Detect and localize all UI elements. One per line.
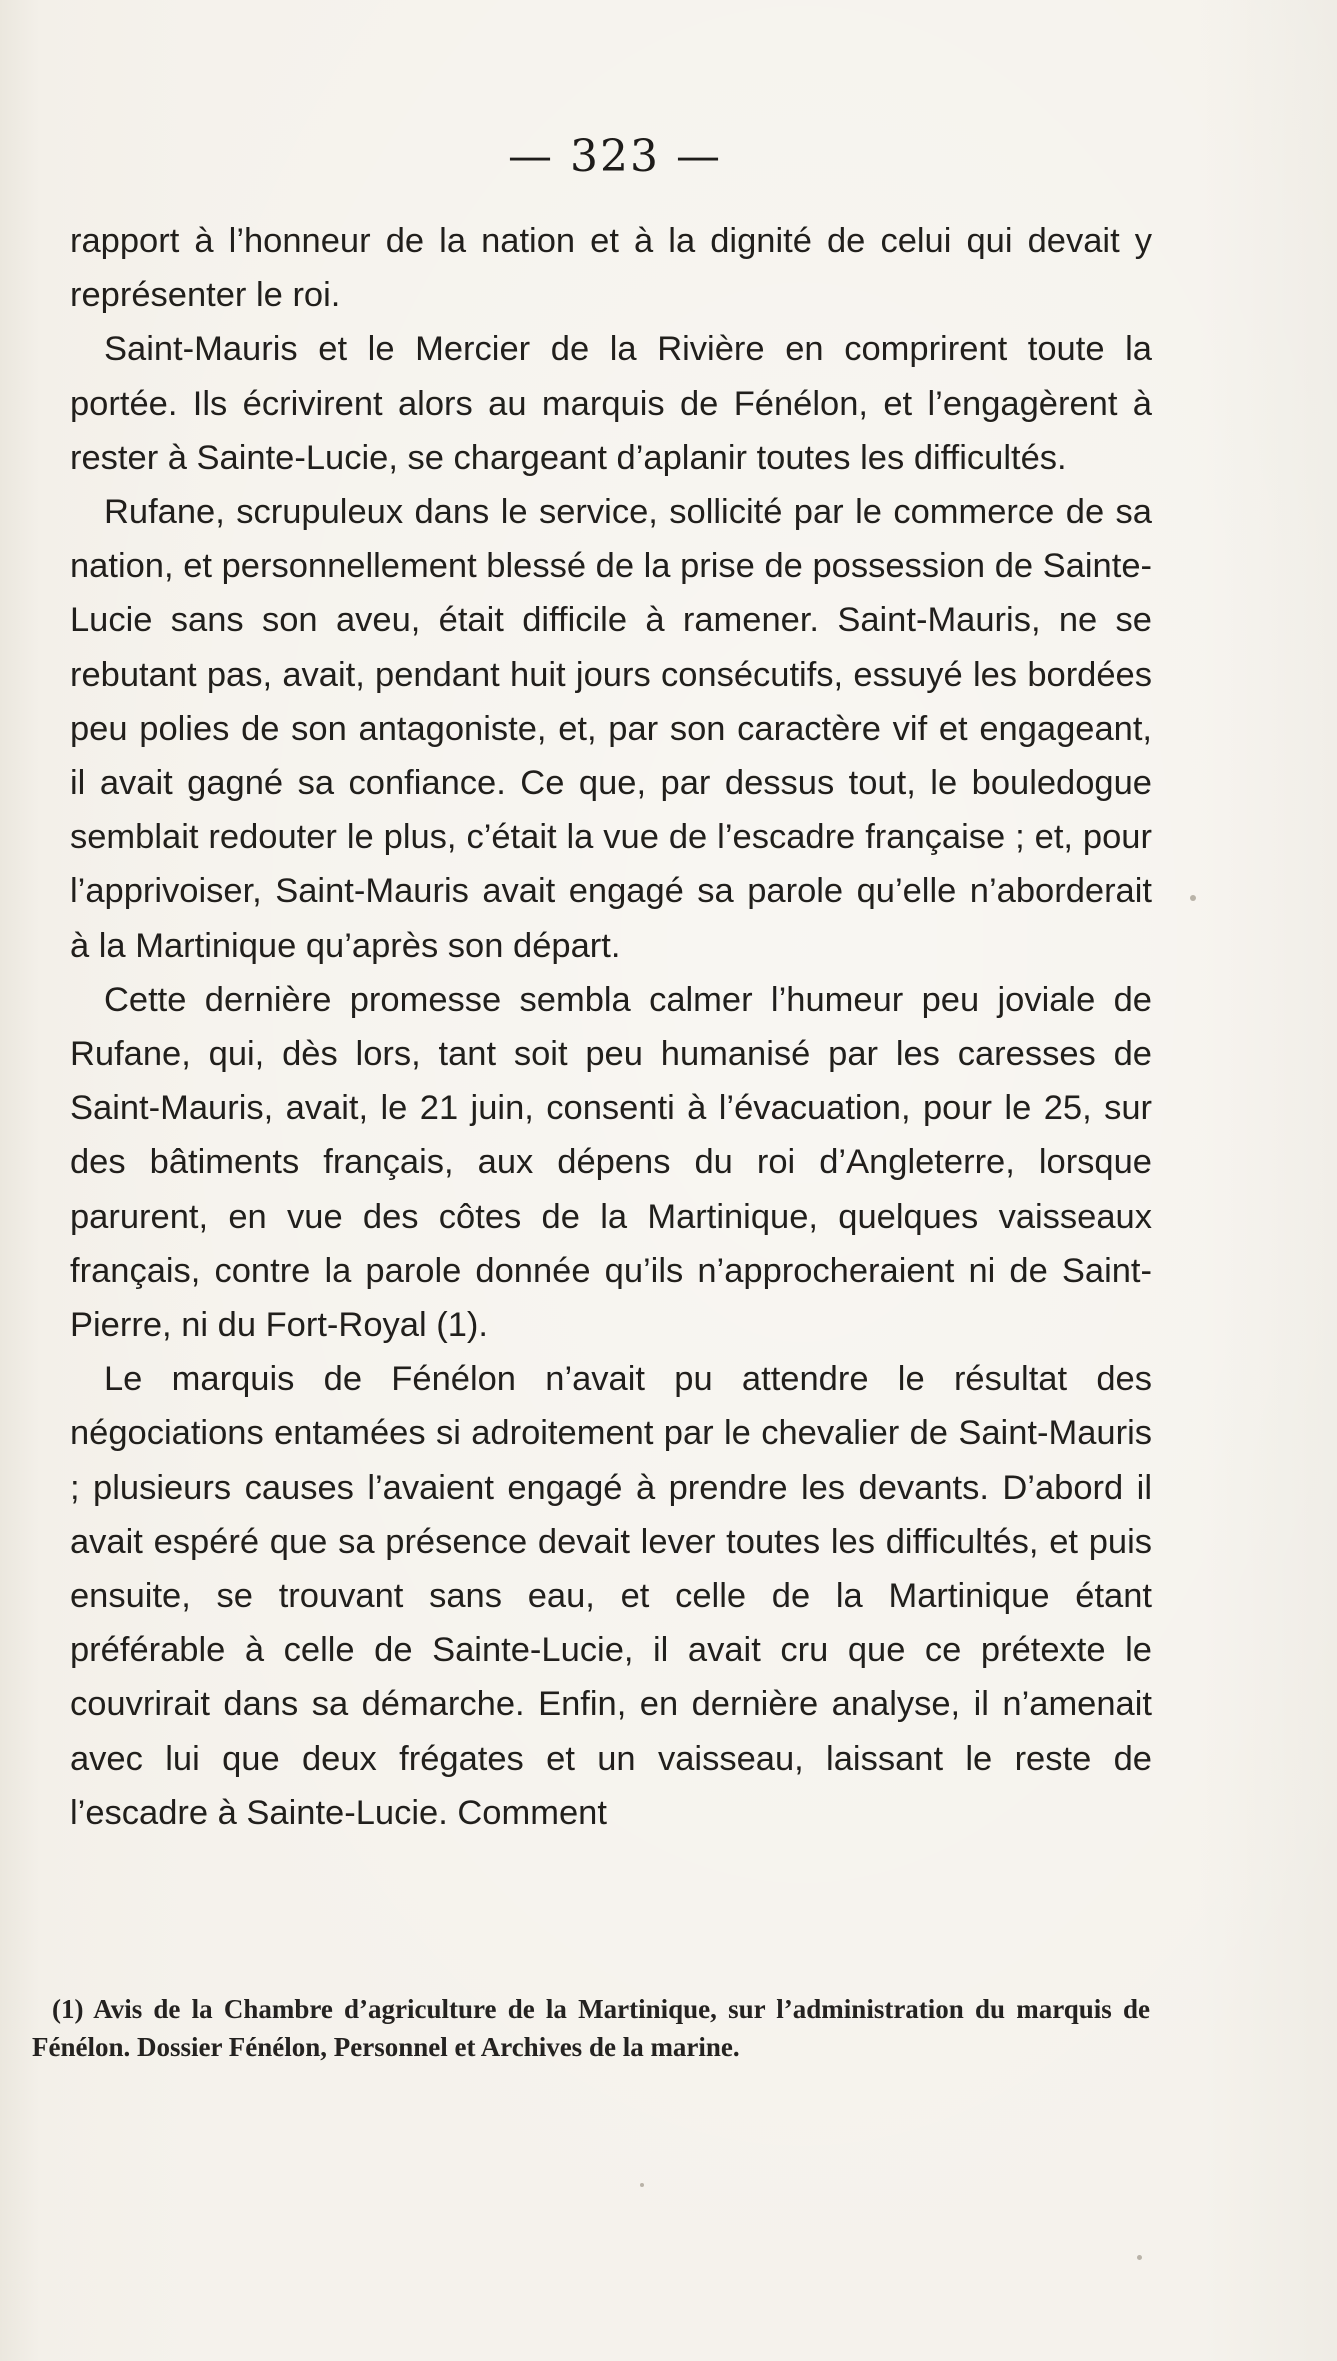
footnote: (1) Avis de la Chambre d’agriculture de la Martinique, sur l’administration du marquis de Fénélon. Dossier Fénélon, Personnel et Archives de la marine.: [32, 1994, 1150, 2062]
body-text: [70, 214, 1152, 1840]
paragraph-5: Le marquis de Fénélon n’avait pu attendre le résultat des négociations entamées si adroitement par le chevalier de Saint-Mauris ; plusieurs causes l’avaient engagé à prendre les devants. D’abord il avait espéré que sa présence devait lever toutes les difficultés, et puis ensuite, se trouvant sans eau, et celle de la Martinique étant préférable à celle de Sainte-Lucie, il avait cru que ce prétexte le couvrirait dans sa démarche. Enfin, en dernière analyse, il n’amenait avec lui que deux frégates et un vaisseau, laissant le reste de l’escadre à Sainte-Lucie. Comment: [70, 1360, 1152, 1832]
paper-speck: [1137, 2255, 1142, 2260]
paragraph-2: Saint-Mauris et le Mercier de la Rivière en comprirent toute la portée. Ils écrivirent alors au marquis de Fénélon, et l’engagèrent à rester à Sainte-Lucie, se chargeant d’aplanir toutes les difficultés.: [70, 330, 1152, 477]
paper-speck: [640, 2183, 644, 2187]
paragraph-4: Cette dernière promesse sembla calmer l’humeur peu joviale de Rufane, qui, dès lors, tant soit peu humanisé par les caresses de Saint-Mauris, avait, le 21 juin, consenti à l’évacuation, pour le 25, sur des bâtiments français, aux dépens du roi d’Angleterre, lorsque parurent, en vue des côtes de la Martinique, quelques vaisseaux français, contre la parole donnée qu’ils n’approcheraient ni de Saint-Pierre, ni du Fort-Royal (1).: [70, 980, 1152, 1345]
paper-speck: [1190, 895, 1196, 901]
page-number: — 323 —: [508, 131, 722, 182]
paragraph-1: rapport à l’honneur de la nation et à la dignité de celui qui devait y représenter le roi.: [70, 222, 1152, 315]
paragraph-3: Rufane, scrupuleux dans le service, sollicité par le commerce de sa nation, et personnellement blessé de la prise de possession de Sainte-Lucie sans son aveu, était difficile à ramener. Saint-Mauris, ne se rebutant pas, avait, pendant huit jours consécutifs, essuyé les bordées peu polies de son antagoniste, et, par son caractère vif et engageant, il avait gagné sa confiance. Ce que, par dessus tout, le bouledogue semblait redouter le plus, c’était la vue de l’escadre française ; et, pour l’apprivoiser, Saint-Mauris avait engagé sa parole qu’elle n’aborderait à la Martinique qu’après son départ.: [70, 493, 1152, 965]
